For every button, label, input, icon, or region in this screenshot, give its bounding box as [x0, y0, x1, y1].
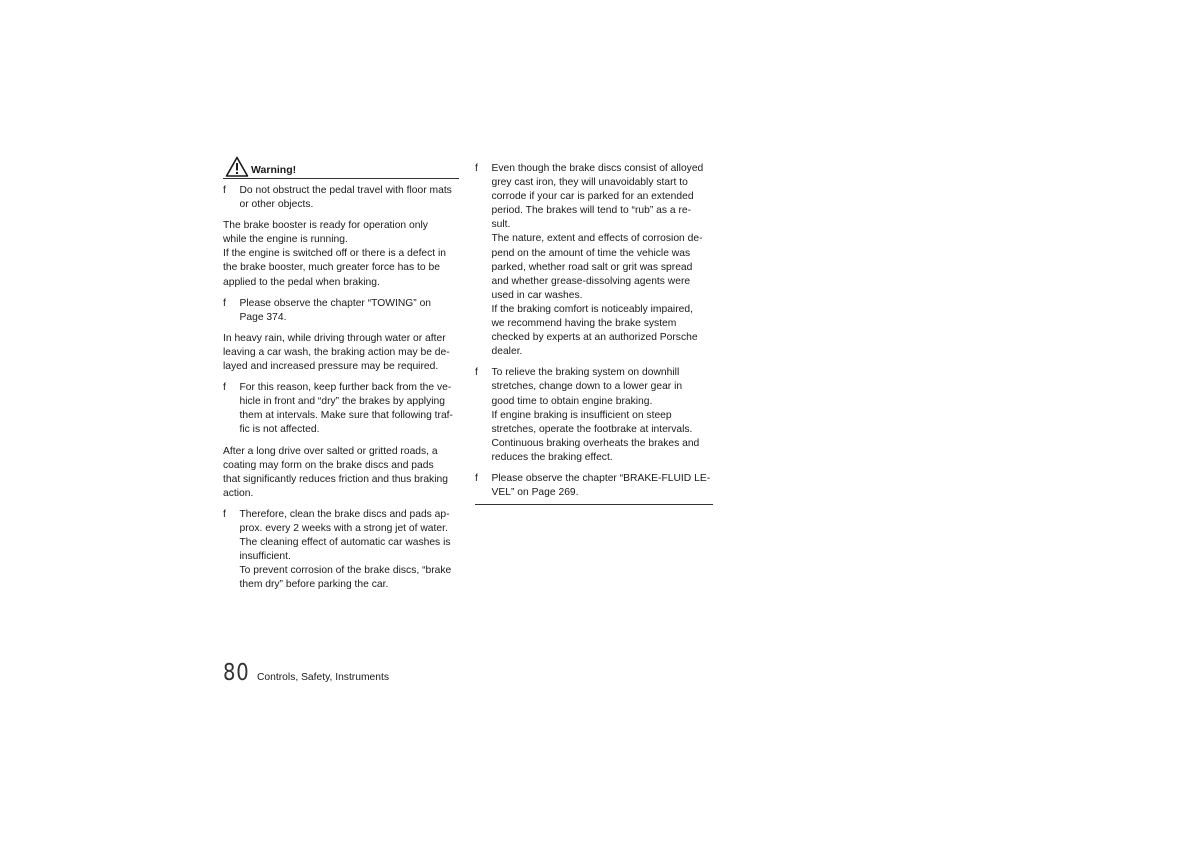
text-line: reduces the braking effect. — [491, 451, 613, 463]
text-line: and whether grease-dissolving agents were — [491, 275, 691, 287]
text-line: After a long drive over salted or gritted roads, a — [223, 445, 438, 457]
text-line: insufficient. — [239, 551, 291, 563]
text-line: coating may form on the brake discs and pads — [223, 459, 434, 471]
text-line: Please observe the chapter “TOWING” on — [239, 297, 432, 309]
text-line: them dry” before parking the car. — [239, 579, 389, 591]
text-line: The nature, extent and effects of corrosion de- — [491, 233, 703, 245]
text-line: period. The brakes will tend to “rub” as a re- — [491, 205, 692, 217]
text-line: we recommend having the brake system — [491, 318, 677, 330]
paragraph — [223, 219, 459, 289]
text-line: checked by experts at an authorized Porsche — [491, 332, 698, 344]
bullet-item — [223, 508, 459, 593]
text-line: parked, whether road salt or grit was spread — [491, 261, 693, 273]
text-line: dealer. — [491, 346, 523, 358]
warning-header — [223, 156, 459, 179]
right-blocks — [475, 162, 713, 500]
text-line: while the engine is running. — [223, 234, 348, 246]
text-line: sult. — [491, 219, 511, 231]
bullet-mark: f — [475, 367, 478, 379]
text-line: Do not obstruct the pedal travel with floor mats — [239, 185, 452, 196]
text-line: them at intervals. Make sure that following traf- — [239, 410, 453, 422]
bullet-mark: f — [475, 472, 478, 484]
text-line: Continuous braking overheats the brakes and — [491, 437, 700, 449]
text-line: stretches, change down to a lower gear in — [491, 381, 683, 393]
bullet-mark: f — [223, 382, 226, 394]
text-line: Even though the brake discs consist of alloyed — [491, 163, 704, 174]
bullet-mark: f — [475, 163, 478, 174]
text-line: grey cast iron, they will unavoidably start to — [491, 177, 688, 189]
text-line: hicle in front and “dry” the brakes by applying — [239, 396, 445, 408]
text-line: For this reason, keep further back from the ve- — [239, 382, 452, 394]
left-blocks — [223, 184, 459, 592]
text-line: corrode if your car is parked for an extended — [491, 191, 694, 203]
text-line: The brake booster is ready for operation only — [223, 220, 428, 232]
text-line: In heavy rain, while driving through water or after — [223, 332, 446, 344]
warning-end-rule — [475, 504, 713, 505]
paragraph — [223, 445, 459, 501]
text-line: used in car washes. — [491, 289, 583, 301]
text-line: the brake booster, much greater force has to be — [223, 262, 440, 274]
text-line: The cleaning effect of automatic car washes is — [239, 537, 451, 549]
text-line: VEL” on Page 269. — [491, 487, 579, 499]
bullet-item — [475, 366, 713, 465]
text-line: Therefore, clean the brake discs and pads ap- — [239, 508, 450, 520]
text-line: Please observe the chapter “BRAKE-FLUID LE- — [491, 472, 711, 484]
right-column — [475, 162, 713, 505]
text-line: good time to obtain engine braking. — [491, 395, 653, 407]
text-line: Page 374. — [239, 311, 287, 323]
bullet-mark: f — [223, 297, 226, 309]
bullet-mark: f — [223, 185, 226, 196]
text-line: that significantly reduces friction and thus braking — [223, 473, 448, 485]
left-column — [223, 156, 459, 599]
text-line: prox. every 2 weeks with a strong jet of water. — [239, 522, 448, 534]
text-line: or other objects. — [239, 199, 314, 211]
section-title: Controls, Safety, Instruments — [257, 672, 390, 683]
text-line: To prevent corrosion of the brake discs, “brake — [239, 565, 452, 577]
bullet-item — [223, 297, 459, 325]
text-line: applied to the pedal when braking. — [223, 276, 380, 288]
page-number: 80 — [223, 660, 250, 686]
bullet-item — [223, 184, 459, 212]
warning-title: Warning! — [251, 164, 297, 176]
text-line: layed and increased pressure may be required. — [223, 361, 439, 373]
text-line: action. — [223, 487, 254, 499]
text-line: If engine braking is insufficient on steep — [491, 409, 672, 421]
text-line: If the braking comfort is noticeably impaired, — [491, 303, 693, 315]
warning-triangle-icon — [225, 156, 249, 177]
text-line: pend on the amount of time the vehicle was — [491, 247, 691, 259]
text-line: leaving a car wash, the braking action may be de- — [223, 346, 450, 358]
text-line: fic is not affected. — [239, 424, 320, 436]
text-line: stretches, operate the footbrake at intervals. — [491, 423, 693, 435]
bullet-item — [475, 162, 713, 359]
text-line: To relieve the braking system on downhill — [491, 367, 680, 379]
bullet-item — [223, 381, 459, 437]
bullet-mark: f — [223, 508, 226, 520]
text-line: If the engine is switched off or there is a defect in — [223, 248, 447, 260]
paragraph — [223, 332, 459, 374]
bullet-item — [475, 472, 713, 500]
